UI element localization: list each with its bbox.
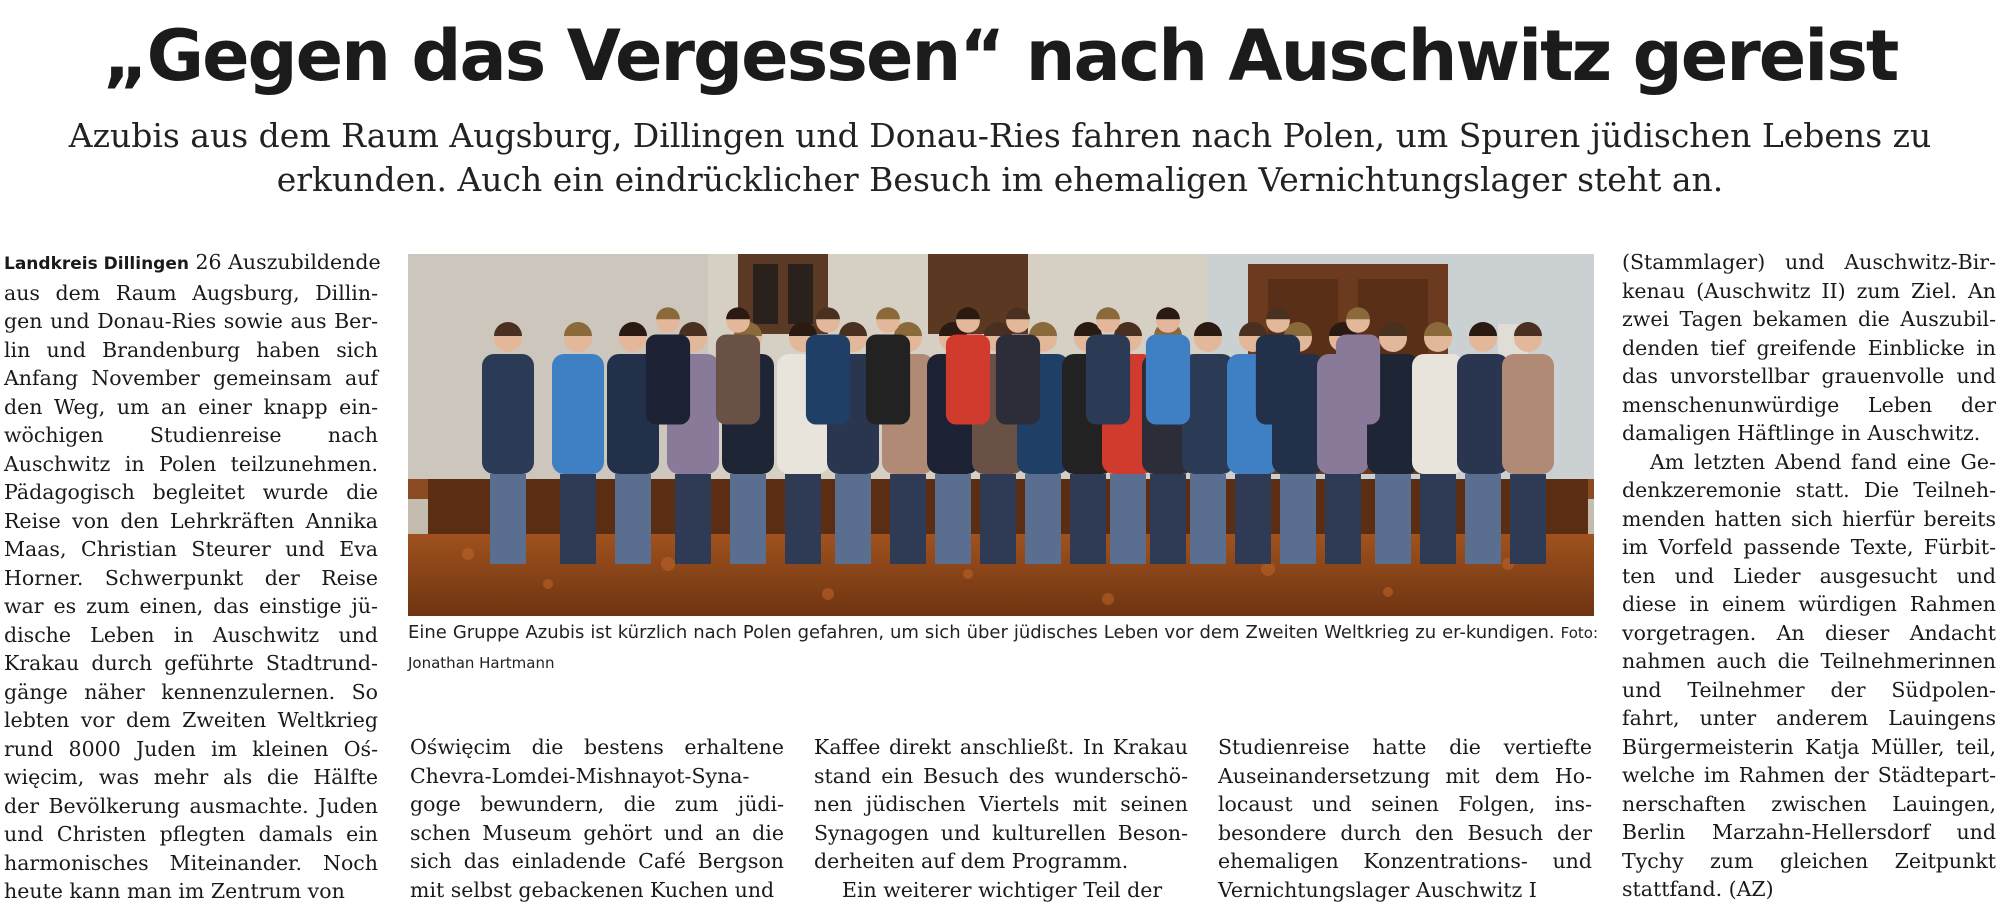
- text-line: Krakau durch geführte Stadtrund-: [4, 651, 378, 675]
- text-line: kenau (Auschwitz II) zum Ziel. An: [1622, 278, 1996, 303]
- article-column-1: [4, 248, 381, 906]
- photo-caption: [408, 618, 1598, 678]
- text-line: Auschwitz in Polen teilzunehmen.: [4, 451, 378, 476]
- text-line: sich das einladende Café Bergson: [410, 849, 784, 873]
- text-line: Tychy zum gleichen Zeitpunkt: [1622, 848, 1996, 873]
- article-column-3: [814, 733, 1188, 904]
- text-line: diese in einem würdigen Rahmen: [1622, 592, 1996, 616]
- text-line: das unvorstellbar grauenvolle und: [1622, 364, 1996, 388]
- text-line: gen und Donau-Ries sowie aus Ber-: [4, 309, 378, 333]
- text-line: heute kann man im Zentrum von: [4, 879, 345, 903]
- article-column-2: [410, 733, 784, 904]
- article-column-4: [1218, 733, 1592, 904]
- text-line: nahmen auch die Teilnehmerinnen: [1622, 649, 1996, 673]
- text-line: war es zum einen, das einstige jü-: [4, 594, 378, 618]
- text-line: damaligen Häftlinge in Auschwitz.: [1622, 421, 1981, 445]
- text-line: ten und Lieder ausgesucht und: [1622, 563, 1996, 588]
- dateline: Landkreis Dillingen: [4, 254, 189, 274]
- text-line: dische Leben in Auschwitz und: [4, 622, 378, 647]
- text-line: Vernichtungslager Auschwitz I: [1218, 877, 1537, 902]
- text-line: lebten vor dem Zweiten Weltkrieg: [4, 708, 378, 732]
- text-line: der Bevölkerung ausmachte. Juden: [4, 793, 378, 818]
- text-line: Maas, Christian Steurer und Eva: [4, 537, 378, 561]
- text-line: menschenunwürdige Leben der: [1622, 392, 1996, 417]
- text-line: Kaffee direkt anschließt. In Krakau: [814, 735, 1188, 759]
- text-line: ehemaligen Konzentrations- und: [1218, 849, 1592, 873]
- headline: „Gegen das Vergessen“ nach Auschwitz gereist: [102, 15, 1898, 97]
- text-line-content: 26 Auszubildende: [188, 250, 381, 274]
- text-line: Synagogen und kulturellen Beson-: [814, 820, 1188, 845]
- caption-text: Eine Gruppe Azubis ist kürzlich nach Polen gefahren, um sich über jüdisches Leben vor dem Zweiten Weltkrieg zu er-kundigen.: [408, 622, 1555, 643]
- text-line: denden tief greifende Einblicke in: [1622, 335, 1996, 360]
- text-line: Auseinandersetzung mit dem Ho-: [1218, 763, 1592, 788]
- text-line: goge bewundern, die zum jüdi-: [410, 792, 784, 816]
- text-line: gänge näher kennenzulernen. So: [4, 679, 378, 704]
- text-line: Chevra-Lomdei-Mishnayot-Syna-: [410, 763, 750, 788]
- text-line: besondere durch den Besuch der: [1218, 820, 1592, 845]
- article-column-5: [1622, 248, 1996, 904]
- text-line: lin und Brandenburg haben sich: [4, 337, 378, 362]
- text-line: menden hatten sich hierfür bereits: [1622, 506, 1996, 531]
- subheadline: Azubis aus dem Raum Augsburg, Dillingen und Donau-Ries fahren nach Polen, um Spuren jüdischen Lebens zu erkunden. Auch ein eindrücklicher Besuch im ehemaligen Vernichtungslager steht an.: [68, 116, 1932, 199]
- text-line: mit selbst gebackenen Kuchen und: [410, 877, 775, 902]
- text-line: welche im Rahmen der Städtepart-: [1622, 763, 1996, 787]
- text-line: und Teilnehmer der Südpolen-: [1622, 677, 1996, 702]
- text-line: derheiten auf dem Programm.: [814, 849, 1129, 873]
- text-line: Am letzten Abend fand eine Ge-: [1650, 449, 1996, 474]
- text-line: und Christen pflegten damals ein: [4, 822, 378, 846]
- text-line: locaust und seinen Folgen, ins-: [1218, 792, 1592, 816]
- text-line: denkzeremonie statt. Die Teilneh-: [1622, 478, 1996, 502]
- text-line: Studienreise hatte die vertiefte: [1218, 735, 1592, 759]
- text-line: Berlin Marzahn-Hellersdorf und: [1622, 820, 1996, 844]
- text-line: harmonisches Miteinander. Noch: [4, 850, 378, 875]
- photo-credit: Foto: Jonathan Hartmann: [408, 624, 1598, 672]
- text-line: stand ein Besuch des wunderschö-: [814, 763, 1188, 788]
- text-line: Pädagogisch begleitet wurde die: [4, 480, 378, 504]
- text-line: [4, 248, 381, 279]
- text-line: stattfand. (AZ): [1622, 877, 1774, 901]
- article-photo: [408, 254, 1594, 616]
- text-line: im Vorfeld passende Texte, Fürbit-: [1622, 535, 1996, 559]
- text-line: nerschaften zwischen Lauingen,: [1622, 791, 1996, 816]
- text-line: den Weg, um an einer knapp ein-: [4, 394, 378, 419]
- text-line: schen Museum gehört und an die: [410, 820, 784, 845]
- text-line: wöchigen Studienreise nach: [4, 423, 378, 447]
- text-line: nen jüdischen Viertels mit seinen: [814, 792, 1188, 816]
- text-line: fahrt, unter anderem Lauingens: [1622, 706, 1996, 730]
- text-line: Anfang November gemeinsam auf: [4, 366, 378, 390]
- text-line: Ein weiterer wichtiger Teil der: [842, 877, 1163, 902]
- text-line: Horner. Schwerpunkt der Reise: [4, 565, 378, 590]
- text-line: aus dem Raum Augsburg, Dillin-: [4, 280, 378, 305]
- text-line: Oświęcim die bestens erhaltene: [410, 735, 784, 759]
- text-line: vorgetragen. An dieser Andacht: [1622, 620, 1996, 645]
- text-line: Reise von den Lehrkräften Annika: [4, 508, 378, 533]
- text-line: więcim, was mehr als die Hälfte: [4, 765, 378, 789]
- text-line: Bürgermeisterin Katja Müller, teil,: [1622, 734, 1996, 759]
- text-line: rund 8000 Juden im kleinen Oś-: [4, 736, 378, 761]
- text-line: zwei Tagen bekamen die Auszubil-: [1622, 307, 1996, 331]
- text-line: (Stammlager) und Auschwitz-Bir-: [1622, 250, 1996, 274]
